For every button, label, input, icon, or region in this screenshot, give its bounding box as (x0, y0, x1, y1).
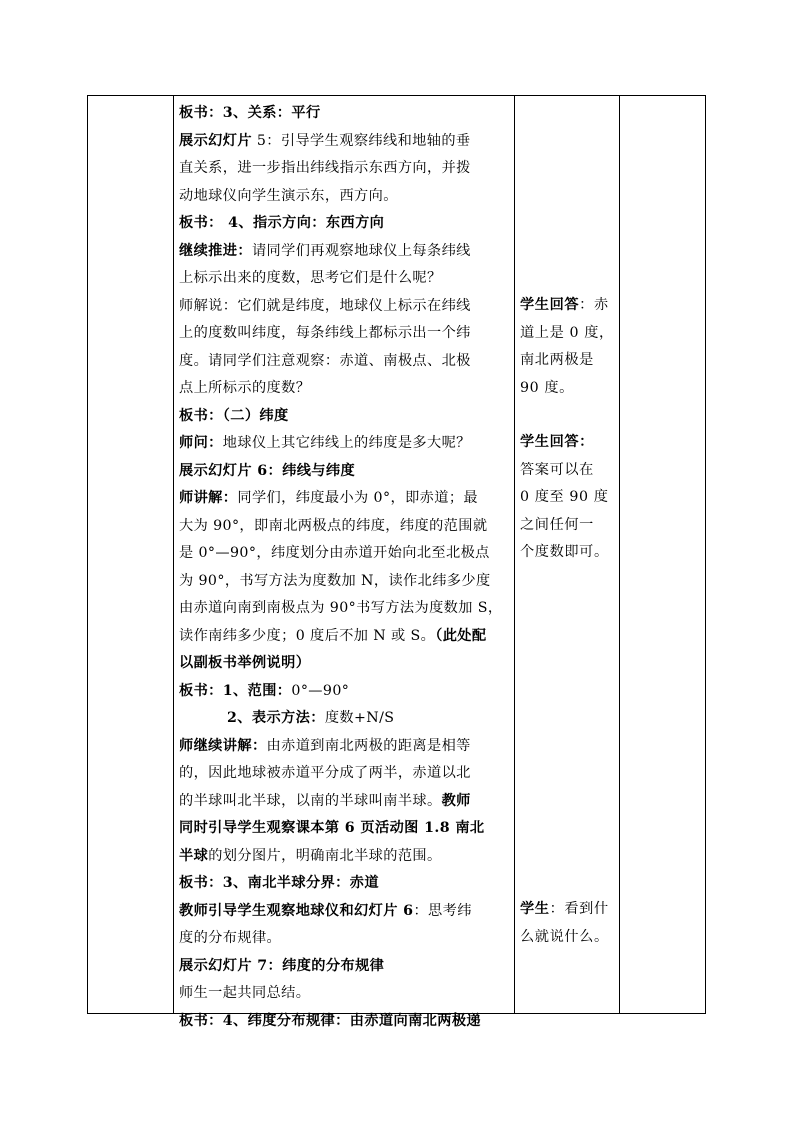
text-line (179, 815, 515, 843)
text-line (179, 788, 515, 816)
text-line (179, 100, 515, 128)
text-line (179, 760, 515, 788)
body-text: 读作南纬多少度；0 度后不加 N 或 S。 (179, 627, 436, 644)
body-text: 师解说：它们就是纬度，地球仪上标示在纬线 (179, 297, 471, 314)
body-text: 请同学们再观察地球仪上每条纬线 (251, 242, 471, 259)
bold-text: 师讲解： (179, 490, 238, 506)
text-line (179, 870, 515, 898)
body-text: 90 度。 (520, 379, 574, 396)
body-text: 大为 90°，即南北两极点的纬度，纬度的范围就 (179, 517, 488, 534)
text-line (179, 898, 515, 926)
text-line (179, 623, 515, 651)
body-text: 是 0°—90°，纬度划分由赤道开始向北至北极点 (179, 545, 490, 561)
text-line (179, 210, 515, 238)
bold-text: 板书：3、南北半球分界：赤道 (179, 875, 379, 891)
bold-text: 教师引导学生观察地球仪和幻灯片 6 (179, 902, 414, 919)
bold-text: 教师 (441, 792, 471, 809)
body-text: 的，因此地球被赤道平分成了两半，赤道以北 (179, 765, 471, 781)
body-text: 之间任何一 (520, 516, 594, 533)
text-line (179, 348, 515, 376)
text-line (179, 925, 515, 953)
body-text: 由赤道到南北两极的距离是相等 (266, 737, 471, 754)
bold-text: 板书：（二）纬度 (179, 407, 289, 424)
text-line (179, 705, 515, 733)
body-text: 度的分布规律。 (179, 930, 282, 946)
text-line (520, 320, 614, 348)
body-text: 的半球叫北半球，以南的半球叫南半球。 (179, 792, 442, 809)
student-answer-3 (520, 896, 609, 951)
body-text: 动地球仪向学生演示东，西方向。 (179, 187, 398, 204)
text-line (179, 458, 515, 486)
text-line (520, 512, 609, 540)
body-text: 答案可以在 (520, 461, 594, 478)
bold-text: 展示幻灯片 6：纬线与纬度 (179, 462, 356, 479)
text-line (179, 375, 515, 403)
body-text: 的划分图片，明确南北半球的范围。 (208, 847, 442, 864)
body-text: 上标示出来的度数，思考它们是什么呢？ (179, 270, 442, 286)
bold-text: （此处配 (435, 627, 487, 644)
body-text: 为 90°，书写方法为度数加 N，读作北纬多少度 (179, 572, 491, 589)
bold-text: 学生回答 (520, 297, 580, 313)
body-text: 度数+N/S (324, 710, 395, 726)
text-line (179, 678, 515, 706)
bold-text: 师继续讲解： (179, 737, 267, 754)
body-text: 南北两极是 (520, 352, 594, 368)
text-line (179, 595, 515, 623)
text-line (520, 292, 614, 320)
text-line (179, 238, 515, 266)
text-line (520, 347, 614, 375)
text-line (179, 953, 515, 981)
body-text: 0 度至 90 度 (520, 489, 609, 505)
text-line (520, 484, 609, 512)
text-line (179, 320, 515, 348)
bold-text: 学生 (520, 901, 550, 917)
text-line (179, 980, 515, 1008)
column-divider-1 (173, 96, 174, 1013)
text-line (179, 155, 515, 183)
text-line (179, 430, 515, 458)
text-line (179, 265, 515, 293)
body-text: 0°—90° (291, 682, 350, 699)
bold-text: 板书：4、纬度分布规律：由赤道向南北两极递 (179, 1012, 482, 1029)
lesson-table (87, 95, 706, 1029)
bold-text: 半球 (179, 847, 209, 864)
bold-text: 2、表示方法： (227, 710, 325, 726)
body-text: 个度数即可。 (520, 544, 609, 560)
text-line (520, 539, 609, 567)
text-line (179, 540, 515, 568)
bold-text: 板书：3、关系：平行 (179, 105, 321, 121)
text-line (179, 1008, 515, 1036)
text-line (179, 733, 515, 761)
text-line (179, 293, 515, 321)
student-answer-2 (520, 429, 609, 567)
body-text: ：思考纬 (413, 902, 472, 919)
text-line (179, 128, 515, 156)
body-text: 由赤道向南到南极点为 90°书写方法为度数加 S， (179, 600, 503, 616)
text-line (179, 843, 515, 871)
bold-text: 板书： 4、指示方向：东西方向 (179, 215, 385, 231)
bold-text: 师问： (179, 435, 223, 451)
body-text: 度。请同学们注意观察：赤道、南极点、北极 (179, 352, 471, 369)
body-text: 直关系，进一步指出纬线指示东西方向，并拨 (179, 160, 471, 176)
body-text: 么就说什么。 (520, 928, 609, 945)
text-line (520, 429, 609, 457)
body-text: 同学们，纬度最小为 0°，即赤道；最 (237, 490, 479, 506)
text-line (520, 896, 609, 924)
text-line (179, 513, 515, 541)
text-line (179, 485, 515, 513)
text-line (179, 403, 515, 431)
body-text: 点上所标示的度数？ (179, 380, 311, 396)
body-text: 地球仪上其它纬线上的纬度是多大呢？ (222, 435, 471, 451)
student-answer-1 (520, 292, 614, 402)
text-line (179, 650, 515, 678)
body-text: ：看到什 (549, 901, 609, 917)
bold-text: 同时引导学生观察课本第 6 页活动图 1.8 南北 (179, 820, 485, 836)
bold-text: 展示幻灯片 (179, 132, 252, 149)
text-line (179, 183, 515, 211)
bold-text: 继续推进： (179, 242, 252, 259)
text-line (520, 375, 614, 403)
teacher-activity-column (179, 100, 515, 1035)
body-text: ：赤 (579, 297, 609, 313)
column-divider-3 (619, 96, 620, 1013)
text-line (179, 568, 515, 596)
bold-text: 板书：1、范围： (179, 682, 292, 699)
body-text: 5：引导学生观察纬线和地轴的垂 (251, 132, 471, 149)
body-text: 上的度数叫纬度，每条纬线上都标示出一个纬 (179, 325, 471, 341)
body-text: 道上是 0 度， (520, 324, 614, 341)
bold-text: 以副板书举例说明） (179, 655, 311, 671)
bold-text: 展示幻灯片 7：纬度的分布规律 (179, 957, 385, 974)
bold-text: 学生回答： (520, 434, 594, 450)
text-line (520, 924, 609, 952)
body-text: 师生一起共同总结。 (179, 985, 311, 1001)
text-line (520, 457, 609, 485)
